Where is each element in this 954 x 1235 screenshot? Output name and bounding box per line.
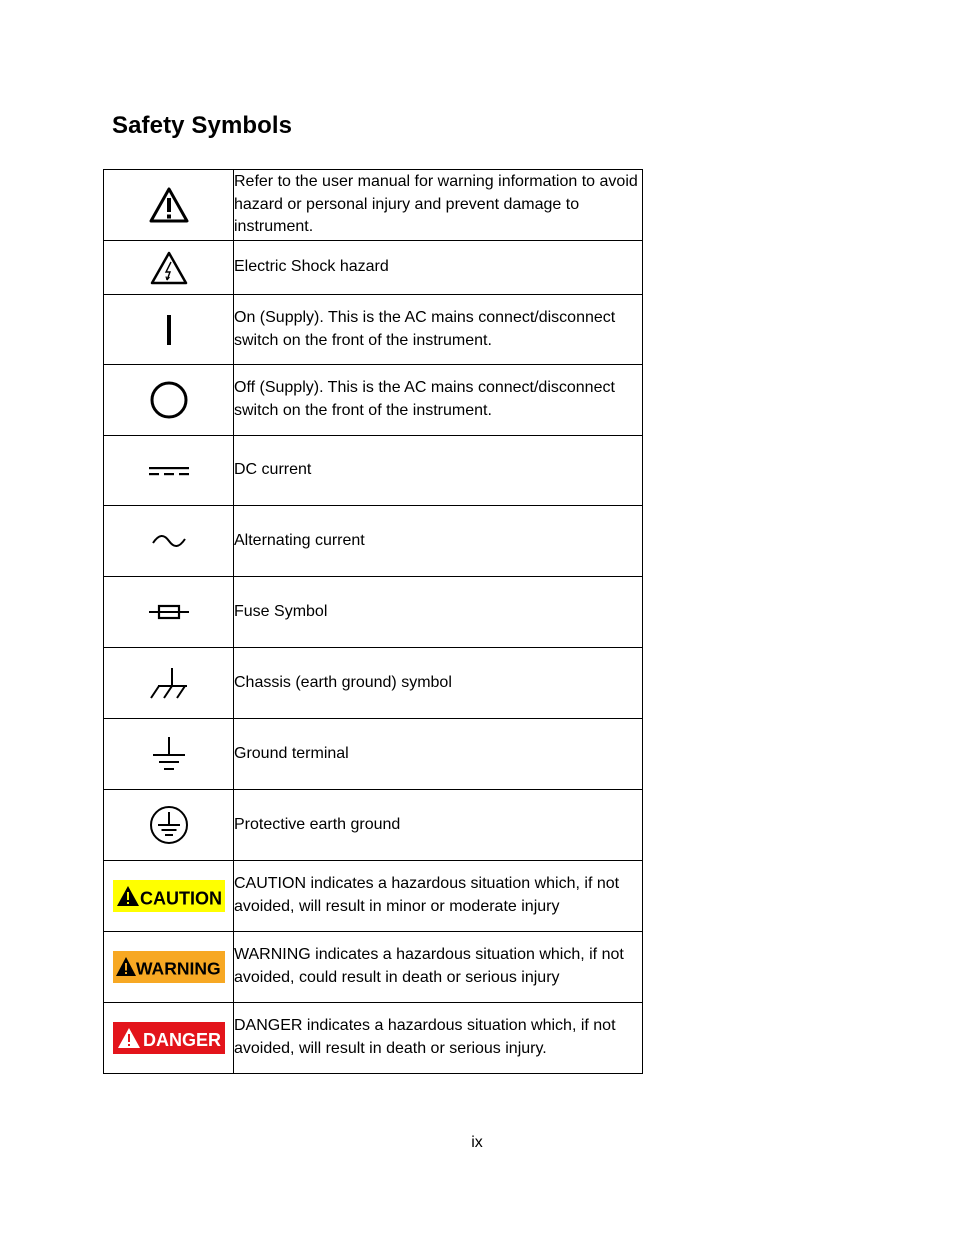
description-cell: Ground terminal — [234, 719, 643, 790]
symbol-cell — [104, 241, 234, 295]
table-row — [104, 241, 643, 295]
protective-earth-icon — [149, 805, 189, 845]
description-cell: WARNING indicates a hazardous situation which, if not avoided, could result in death or serious injury — [234, 932, 643, 1003]
symbol-cell — [104, 790, 234, 861]
power-on-icon — [164, 314, 174, 346]
table-row — [104, 790, 643, 861]
fuse-icon — [148, 603, 190, 621]
symbol-cell — [104, 170, 234, 241]
table-row — [104, 861, 643, 932]
symbol-cell — [104, 365, 234, 436]
symbol-cell — [104, 436, 234, 506]
alternating-current-icon — [151, 533, 187, 549]
table-row — [104, 295, 643, 365]
table-row — [104, 170, 643, 241]
description-cell: DANGER indicates a hazardous situation which, if not avoided, will result in death or serious injury. — [234, 1003, 643, 1074]
page-number: ix — [471, 1134, 483, 1151]
symbol-cell — [104, 577, 234, 648]
table-row — [104, 365, 643, 436]
symbol-cell — [104, 719, 234, 790]
description-cell: Chassis (earth ground) symbol — [234, 648, 643, 719]
symbol-cell — [104, 861, 234, 932]
symbol-cell — [104, 506, 234, 577]
table-row — [104, 436, 643, 506]
electric-shock-icon — [149, 250, 189, 286]
table-row — [104, 577, 643, 648]
description-cell: DC current — [234, 436, 643, 506]
description-cell: Refer to the user manual for warning information to avoid hazard or personal injury and prevent damage to instrument. — [234, 170, 643, 241]
description-cell: Protective earth ground — [234, 790, 643, 861]
caution-label-icon — [113, 880, 225, 912]
ground-terminal-icon — [151, 736, 187, 772]
table-row — [104, 648, 643, 719]
description-cell: Fuse Symbol — [234, 577, 643, 648]
symbol-cell — [104, 295, 234, 365]
table-row — [104, 1003, 643, 1074]
danger-label: DANGER — [142, 1030, 221, 1050]
table-row — [104, 506, 643, 577]
power-off-icon — [149, 380, 189, 420]
description-cell: On (Supply). This is the AC mains connect/disconnect switch on the front of the instrument. — [234, 295, 643, 365]
symbol-cell — [104, 648, 234, 719]
danger-label-icon — [113, 1022, 225, 1054]
caution-label: CAUTION — [139, 888, 222, 909]
table-row — [104, 719, 643, 790]
description-cell: Off (Supply). This is the AC mains connect/disconnect switch on the front of the instrument. — [234, 365, 643, 436]
symbol-cell — [104, 1003, 234, 1074]
warning-label-icon — [113, 951, 225, 983]
warning-label: WARNING — [135, 958, 221, 979]
symbol-cell — [104, 932, 234, 1003]
description-cell: Electric Shock hazard — [234, 241, 643, 295]
description-cell: CAUTION indicates a hazardous situation which, if not avoided, will result in minor or moderate injury — [234, 861, 643, 932]
dc-current-icon — [148, 465, 190, 477]
warning-triangle-icon — [148, 186, 190, 224]
safety-symbols-table — [103, 169, 643, 1074]
description-cell: Alternating current — [234, 506, 643, 577]
page-title: Safety Symbols — [112, 112, 293, 139]
table-row — [104, 932, 643, 1003]
chassis-ground-icon — [149, 666, 189, 700]
